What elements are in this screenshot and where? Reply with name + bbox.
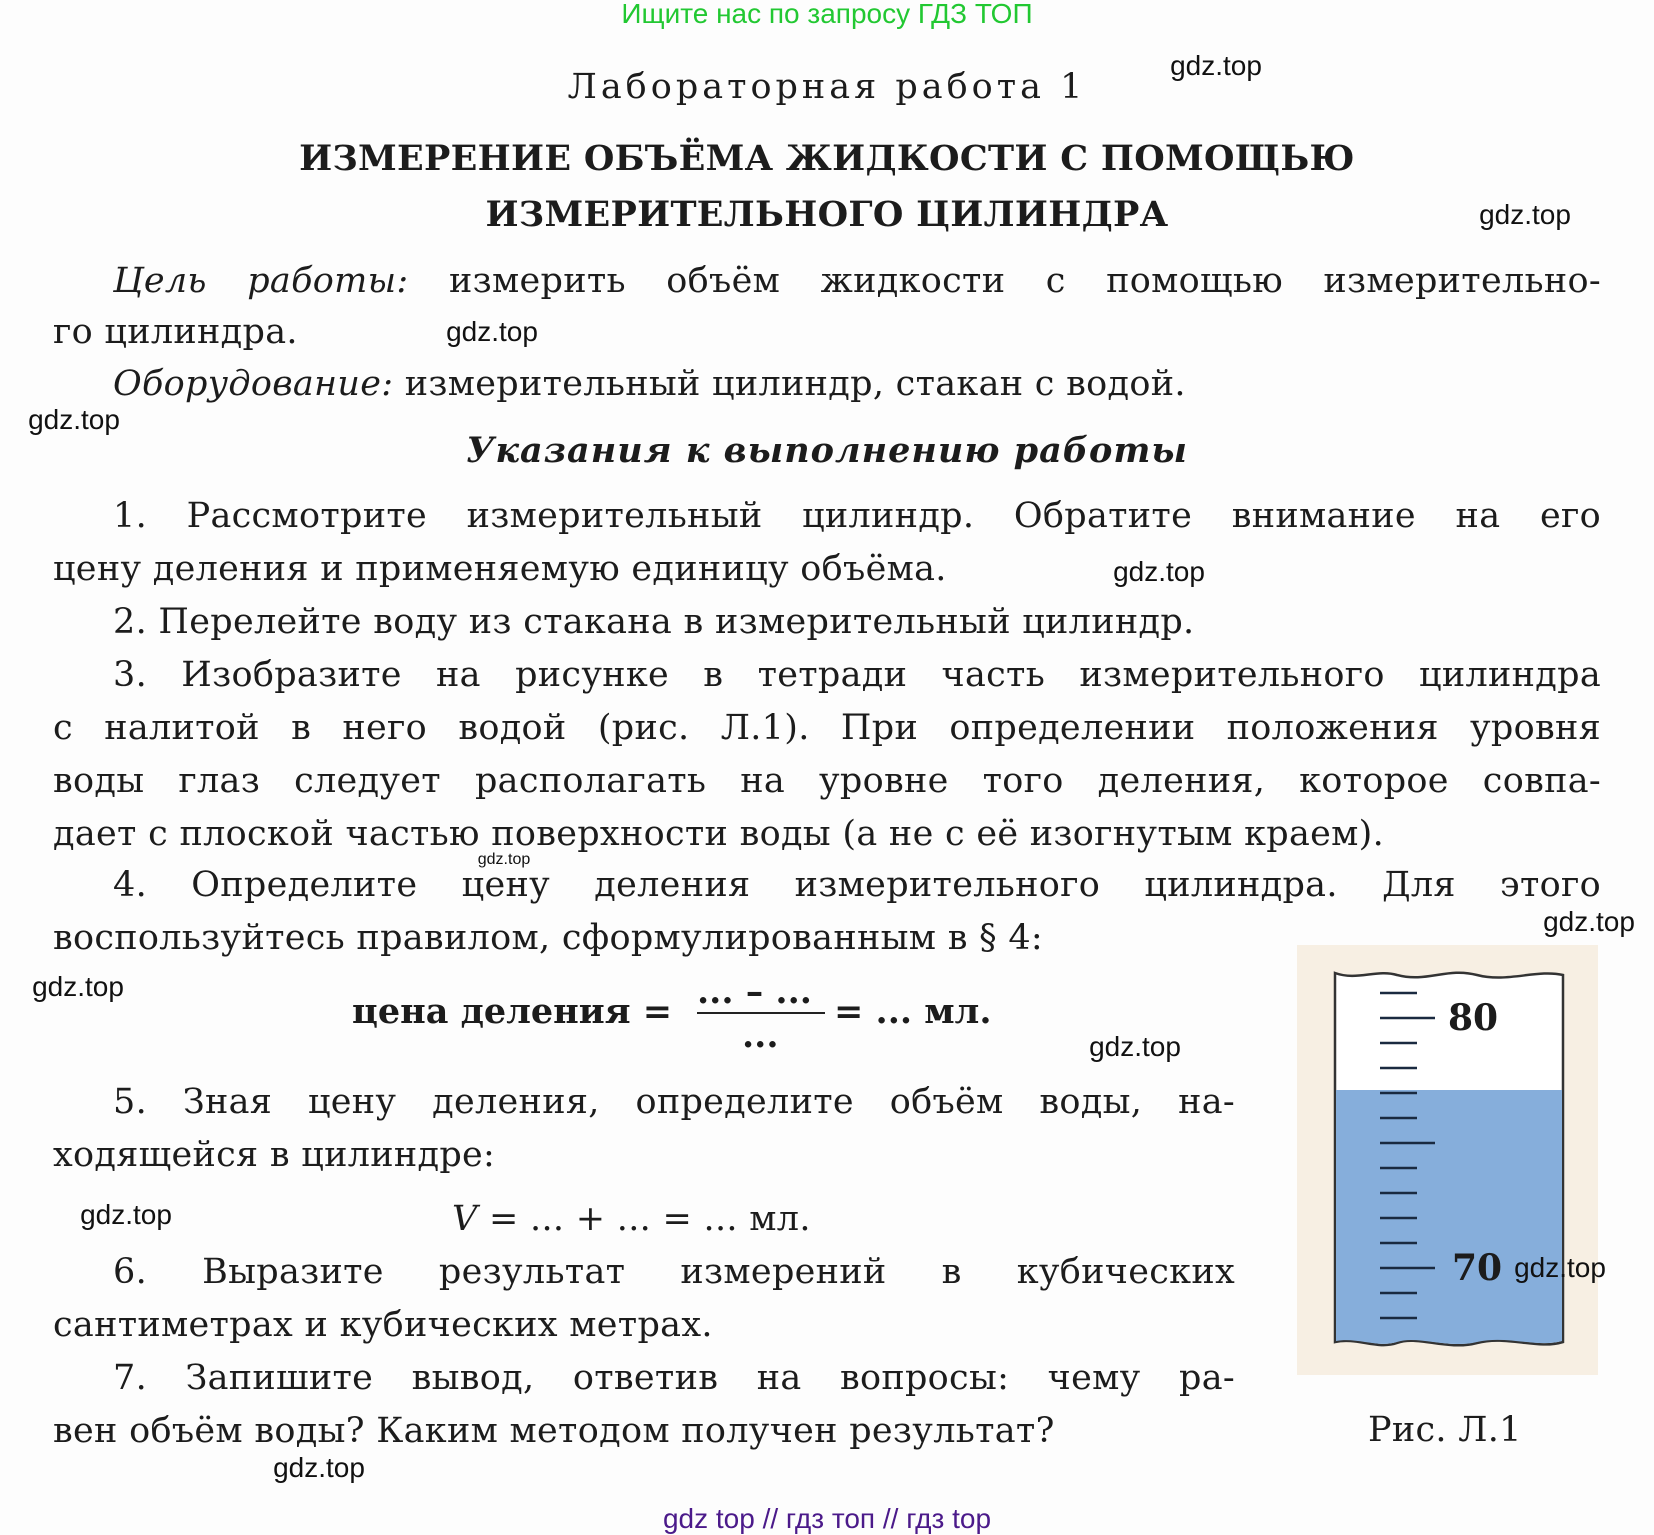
goal-line-1 — [113, 259, 1601, 303]
step-3-line-1: 3. Изобразите на рисунке в тетради часть измерительного цилиндра — [113, 655, 1601, 695]
volume-expression: = ... + ... = ... мл. — [477, 1199, 811, 1239]
step-3-line-2: с налитой в него водой (рис. Л.1). При определении положения уровня — [53, 708, 1601, 748]
step-5-line-1: 5. Зная цену деления, определите объём воды, на- — [113, 1082, 1235, 1122]
heading-line-1: ИЗМЕРЕНИЕ ОБЪЁМА ЖИДКОСТИ С ПОМОЩЬЮ — [299, 138, 1355, 179]
figure-measuring-cylinder — [1297, 945, 1598, 1375]
step-4-line-2: воспользуйтесь правилом, сформулированным в § 4: — [53, 918, 1044, 958]
step-3-line-3: воды глаз следует располагать на уровне того деления, которое совпа- — [53, 761, 1601, 801]
bottom-banner[interactable]: gdz top // гдз топ // гдз top — [662, 1503, 992, 1534]
watermark: gdz.top — [477, 851, 531, 868]
scale-label-70: 70 — [1452, 1247, 1503, 1289]
watermark: gdz.top — [1089, 1031, 1181, 1062]
watermark: gdz.top — [1113, 556, 1205, 587]
watermark: gdz.top — [446, 316, 538, 347]
step-6-line-2: сантиметрах и кубических метрах. — [53, 1305, 713, 1345]
watermark: gdz.top — [80, 1199, 172, 1230]
heading-line-2: ИЗМЕРИТЕЛЬНОГО ЦИЛИНДРА — [485, 194, 1169, 235]
equipment-text: измерительный цилиндр, стакан с водой. — [393, 364, 1186, 404]
volume-variable: V — [452, 1199, 478, 1239]
formula-numerator: ... – ... — [697, 971, 812, 1012]
goal-line-2: го цилиндра. — [53, 312, 298, 352]
top-banner[interactable]: Ищите нас по запросу ГДЗ ТОП — [621, 0, 1033, 29]
step-3-line-4: дает с плоской частью поверхности воды (а не с её изогнутым краем). — [53, 814, 1385, 854]
watermark: gdz.top — [1514, 1252, 1606, 1283]
watermark: gdz.top — [1170, 50, 1262, 81]
watermark: gdz.top — [1543, 906, 1635, 937]
step-7-line-1: 7. Запишите вывод, ответив на вопросы: чему ра- — [113, 1358, 1235, 1398]
formula-lhs: цена деления = — [352, 991, 673, 1032]
step-7-line-2: вен объём воды? Каким методом получен результат? — [53, 1411, 1055, 1451]
equipment-line — [113, 362, 1654, 406]
step-4-line-1: 4. Определите цену деления измерительного цилиндра. Для этого — [113, 865, 1601, 905]
step-6-line-1: 6. Выразите результат измерений в кубических — [113, 1252, 1235, 1292]
figure-caption: Рис. Л.1 — [1368, 1410, 1522, 1450]
equipment-label: Оборудование: — [113, 364, 394, 404]
watermark: gdz.top — [1479, 199, 1571, 230]
watermark: gdz.top — [273, 1452, 365, 1483]
step-2-line: 2. Перелейте воду из стакана в измерительный цилиндр. — [113, 602, 1195, 642]
step-1-line-1: 1. Рассмотрите измерительный цилиндр. Обратите внимание на его — [113, 496, 1601, 536]
watermark: gdz.top — [28, 404, 120, 435]
water — [1336, 1090, 1562, 1344]
watermark: gdz.top — [32, 971, 124, 1002]
instructions-heading: Указания к выполнению работы — [465, 430, 1189, 471]
goal-text: измерить объём жидкости с помощью измерительно- — [408, 261, 1601, 301]
step-1-line-2: цену деления и применяемую единицу объёма. — [53, 549, 947, 589]
formula-rhs: = ... мл. — [834, 991, 992, 1032]
formula-denominator: ... — [742, 1015, 779, 1056]
scale-label-80: 80 — [1448, 997, 1499, 1039]
goal-label: Цель работы: — [113, 261, 409, 301]
step-5-line-2: ходящейся в цилиндре: — [53, 1135, 496, 1175]
lab-title: Лабораторная работа 1 — [567, 67, 1087, 107]
